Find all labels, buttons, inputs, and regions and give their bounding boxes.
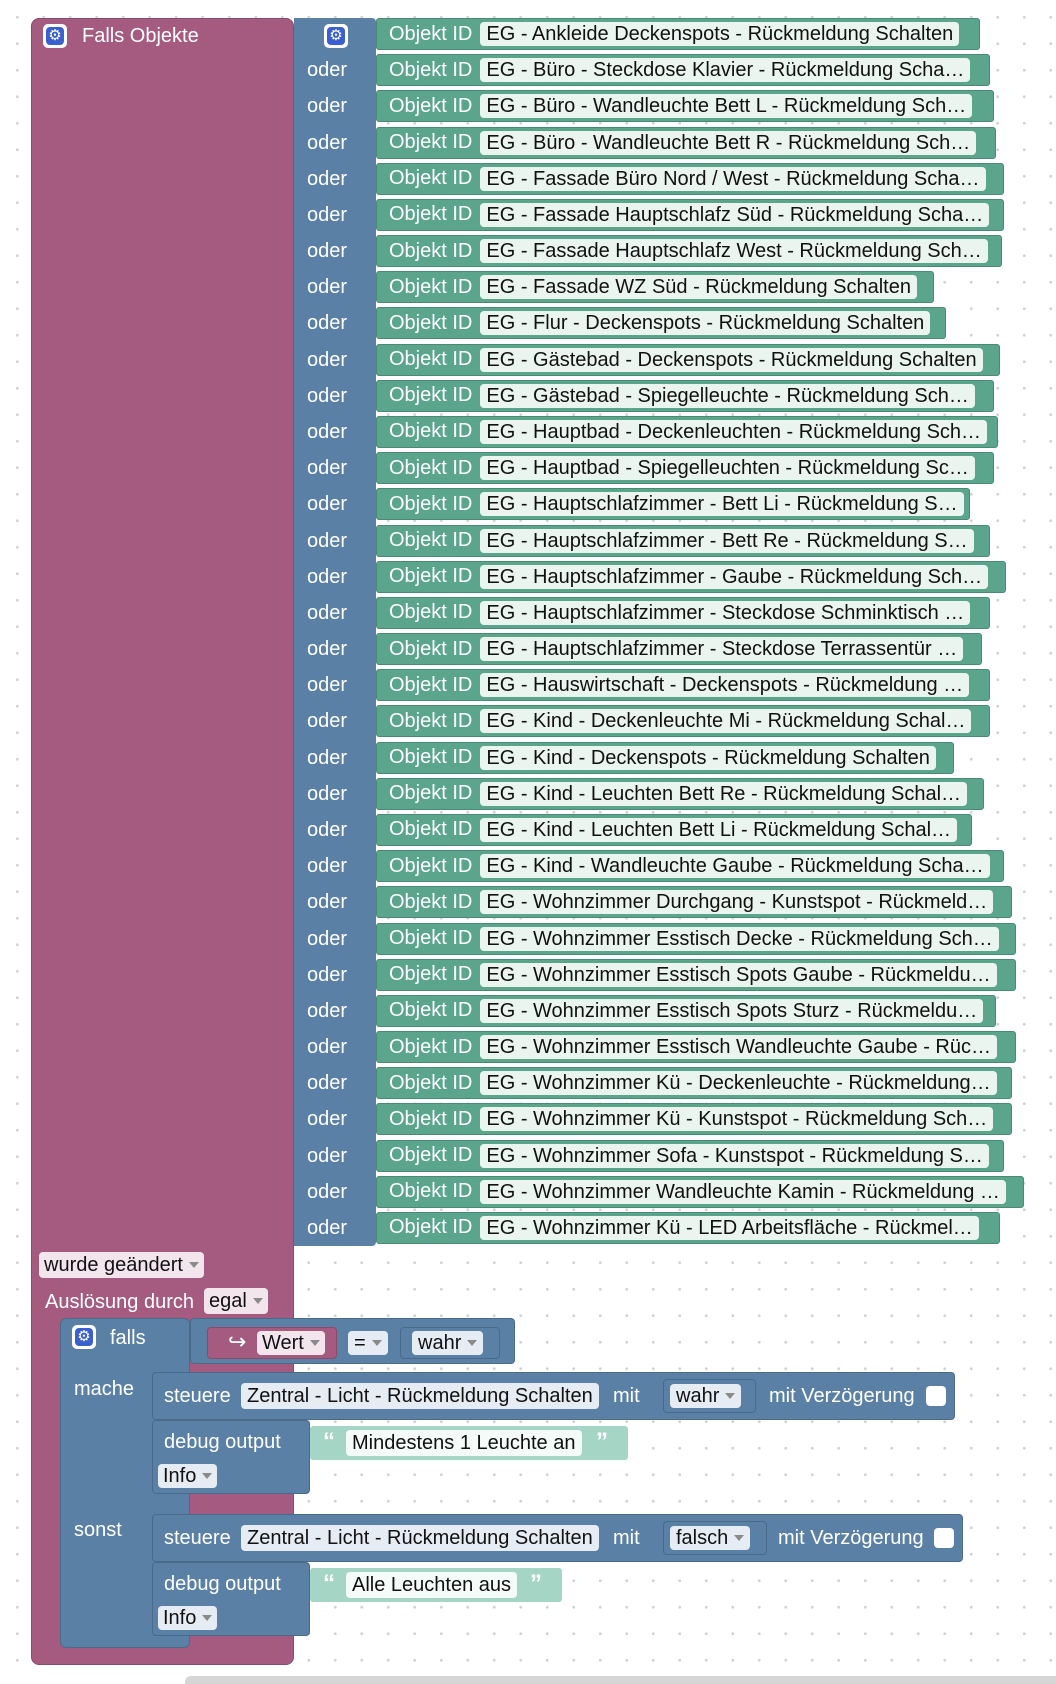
operator-dropdown[interactable] [348, 1331, 388, 1355]
object-id-label: Objekt ID [389, 22, 473, 45]
object-id-field[interactable]: EG - Wohnzimmer Esstisch Spots Gaube - Rückmeldu… [480, 963, 996, 987]
object-id-field[interactable]: EG - Ankleide Deckenspots - Rückmeldung Schalten [480, 22, 959, 46]
object-id-label: Objekt ID [389, 1107, 473, 1130]
object-id-label: Objekt ID [389, 1071, 473, 1094]
object-id-field[interactable]: EG - Büro - Wandleuchte Bett L - Rückmeldung Sch… [480, 94, 972, 118]
horizontal-scrollbar[interactable] [185, 1676, 1056, 1684]
object-id-field[interactable]: EG - Wohnzimmer Esstisch Wandleuchte Gaube - Rüc… [480, 1035, 997, 1059]
operator-value: = [354, 1332, 366, 1354]
object-id-field[interactable]: EG - Gästebad - Deckenspots - Rückmeldung Schalten [480, 348, 982, 372]
object-id-block[interactable] [376, 886, 1012, 918]
object-id-label: Objekt ID [389, 1180, 473, 1203]
or-joiner-label: oder [307, 1108, 348, 1131]
or-joiner-label: oder [307, 855, 348, 878]
object-id-field[interactable]: EG - Hauptschlafzimmer - Bett Li - Rückmeldung S… [480, 492, 963, 516]
chevron-down-icon [202, 1473, 212, 1479]
or-joiner-label: oder [307, 59, 348, 82]
open-quote-icon: “ [323, 1428, 335, 1455]
object-id-label: Objekt ID [389, 709, 473, 732]
delay-checkbox-then[interactable] [926, 1386, 946, 1406]
object-id-label: Objekt ID [389, 131, 473, 154]
object-id-field[interactable]: EG - Hauswirtschaft - Deckenspots - Rückmeldung … [480, 673, 969, 697]
object-id-label: Objekt ID [389, 420, 473, 443]
or-joiner-label: oder [307, 782, 348, 805]
object-id-label: Objekt ID [389, 529, 473, 552]
object-id-block[interactable] [376, 1067, 1012, 1099]
return-arrow-icon: ↪ [228, 1329, 247, 1354]
variable-dropdown[interactable] [257, 1331, 325, 1355]
object-id-field[interactable]: EG - Kind - Deckenleuchte Mi - Rückmeldung Schal… [480, 709, 971, 733]
or-joiner-label: oder [307, 203, 348, 226]
source-value: egal [209, 1290, 247, 1312]
object-id-block[interactable] [376, 1103, 1012, 1135]
object-id-field[interactable]: EG - Hauptschlafzimmer - Steckdose Terrassentür … [480, 637, 963, 661]
object-id-field[interactable]: EG - Wohnzimmer Kü - Kunstspot - Rückmeldung Sch… [480, 1107, 993, 1131]
object-id-block[interactable] [376, 416, 998, 448]
condition-value-dropdown[interactable] [412, 1331, 483, 1355]
object-id-field[interactable]: EG - Hauptschlafzimmer - Steckdose Schminktisch … [480, 601, 970, 625]
or-joiner-label: oder [307, 963, 348, 986]
gear-icon[interactable]: ⚙ [43, 24, 67, 48]
object-id-block[interactable] [376, 235, 1002, 267]
chevron-down-icon [372, 1340, 382, 1346]
object-id-label: Objekt ID [389, 348, 473, 371]
or-joiner-label: oder [307, 457, 348, 480]
or-joiner-label: oder [307, 1144, 348, 1167]
object-id-label: Objekt ID [389, 637, 473, 660]
or-joiner-label: oder [307, 999, 348, 1022]
or-joiner-label: oder [307, 312, 348, 335]
object-id-block[interactable] [376, 488, 970, 520]
or-joiner-label: oder [307, 746, 348, 769]
object-id-field[interactable]: EG - Wohnzimmer Kü - Deckenleuchte - Rückmeldung… [480, 1071, 996, 1095]
object-id-label: Objekt ID [389, 601, 473, 624]
object-id-block[interactable] [376, 1176, 1024, 1208]
source-dropdown[interactable] [204, 1288, 268, 1314]
trigger-title: Falls Objekte [82, 25, 199, 47]
object-id-field[interactable]: EG - Kind - Leuchten Bett Li - Rückmeldung Schal… [480, 818, 957, 842]
chevron-down-icon [734, 1535, 744, 1541]
variable-value: Wert [262, 1332, 304, 1354]
value-dropdown-then[interactable] [670, 1384, 741, 1408]
object-id-label: Objekt ID [389, 311, 473, 334]
object-id-block[interactable] [376, 380, 994, 412]
or-gear-icon[interactable]: ⚙ [324, 24, 348, 48]
object-id-label: Objekt ID [389, 384, 473, 407]
or-joiner-label: oder [307, 674, 348, 697]
debug-text-else[interactable]: Alle Leuchten aus [346, 1572, 517, 1598]
object-id-block[interactable] [376, 705, 990, 737]
with-label-else: mit [613, 1527, 640, 1549]
object-id-block[interactable] [376, 199, 1004, 231]
object-id-field[interactable]: EG - Wohnzimmer Sofa - Kunstspot - Rückmeldung S… [480, 1144, 988, 1168]
control-label-then: steuere [164, 1385, 231, 1407]
object-id-field[interactable]: EG - Fassade Hauptschlafz Süd - Rückmeldung Scha… [480, 203, 989, 227]
object-id-field[interactable]: EG - Kind - Deckenspots - Rückmeldung Schalten [480, 746, 936, 770]
control-target-then[interactable]: Zentral - Licht - Rückmeldung Schalten [241, 1383, 599, 1409]
object-id-label: Objekt ID [389, 673, 473, 696]
or-joiner-label: oder [307, 384, 348, 407]
value-then: wahr [676, 1385, 720, 1407]
object-id-block[interactable] [376, 1140, 1004, 1172]
object-id-block[interactable] [376, 1031, 1016, 1063]
value-else: falsch [676, 1527, 729, 1549]
object-id-block[interactable] [376, 452, 994, 484]
object-id-label: Objekt ID [389, 275, 473, 298]
object-id-label: Objekt ID [389, 456, 473, 479]
object-id-field[interactable]: EG - Kind - Leuchten Bett Re - Rückmeldung Schal… [480, 782, 967, 806]
object-id-field[interactable]: EG - Wohnzimmer Kü - LED Arbeitsfläche - Rückmel… [480, 1216, 978, 1240]
object-id-field[interactable]: EG - Flur - Deckenspots - Rückmeldung Schalten [480, 311, 930, 335]
object-id-block[interactable] [376, 18, 980, 50]
object-id-block[interactable] [376, 344, 1000, 376]
or-joiner-label: oder [307, 601, 348, 624]
object-id-label: Objekt ID [389, 746, 473, 769]
if-gear-icon[interactable]: ⚙ [72, 1325, 96, 1349]
or-joiner-label: oder [307, 818, 348, 841]
debug-label-then: debug output [164, 1431, 281, 1453]
chevron-down-icon [725, 1393, 735, 1399]
object-id-label: Objekt ID [389, 492, 473, 515]
or-joiner-label: oder [307, 1072, 348, 1095]
log-level-dropdown-then[interactable] [158, 1464, 217, 1488]
chevron-down-icon [467, 1340, 477, 1346]
chevron-down-icon [202, 1615, 212, 1621]
control-label-else: steuere [164, 1527, 231, 1549]
object-id-field[interactable]: EG - Hauptbad - Deckenleuchten - Rückmeldung Sch… [480, 420, 987, 444]
object-id-field[interactable]: EG - Büro - Wandleuchte Bett R - Rückmeldung Sch… [480, 131, 976, 155]
object-id-field[interactable]: EG - Fassade Hauptschlafz West - Rückmeldung Sch… [480, 239, 987, 263]
close-quote-icon: ” [596, 1428, 608, 1455]
chevron-down-icon [189, 1262, 199, 1268]
chevron-down-icon [253, 1298, 263, 1304]
chevron-down-icon [310, 1340, 320, 1346]
or-joiner-label: oder [307, 276, 348, 299]
or-joiner-label: oder [307, 1216, 348, 1239]
object-id-label: Objekt ID [389, 203, 473, 226]
log-level-then: Info [163, 1465, 197, 1487]
object-id-label: Objekt ID [389, 58, 473, 81]
object-id-block[interactable] [376, 742, 954, 774]
or-joiner-label: oder [307, 529, 348, 552]
object-id-block[interactable] [376, 995, 996, 1027]
object-id-block[interactable] [376, 633, 982, 665]
object-id-block[interactable] [376, 127, 996, 159]
open-quote-icon: “ [323, 1570, 335, 1597]
close-quote-icon: ” [530, 1570, 542, 1597]
or-joiner-label: oder [307, 131, 348, 154]
object-id-block[interactable] [376, 669, 990, 701]
object-id-label: Objekt ID [389, 818, 473, 841]
object-id-field[interactable]: EG - Hauptschlafzimmer - Bett Re - Rückmeldung S… [480, 529, 973, 553]
log-level-else: Info [163, 1607, 197, 1629]
object-id-field[interactable]: EG - Gästebad - Spiegelleuchte - Rückmeldung Sch… [480, 384, 974, 408]
log-level-dropdown-else[interactable] [158, 1606, 217, 1630]
trigger-type-dropdown[interactable] [39, 1252, 204, 1278]
if-label: falls [110, 1327, 146, 1349]
or-joiner-label: oder [307, 927, 348, 950]
object-id-block[interactable] [376, 778, 984, 810]
with-label-then: mit [613, 1385, 640, 1407]
object-id-field[interactable]: EG - Fassade Büro Nord / West - Rückmeldung Scha… [480, 167, 985, 191]
object-id-label: Objekt ID [389, 1144, 473, 1167]
object-id-label: Objekt ID [389, 854, 473, 877]
or-joiner-label: oder [307, 565, 348, 588]
or-joiner-label: oder [307, 167, 348, 190]
object-id-block[interactable] [376, 90, 994, 122]
or-joiner-label: oder [307, 710, 348, 733]
object-id-block[interactable] [376, 525, 990, 557]
value-dropdown-else[interactable] [670, 1526, 750, 1550]
object-id-field[interactable]: EG - Fassade WZ Süd - Rückmeldung Schalten [480, 275, 917, 299]
object-id-label: Objekt ID [389, 94, 473, 117]
control-target-else[interactable]: Zentral - Licht - Rückmeldung Schalten [241, 1525, 599, 1551]
object-id-label: Objekt ID [389, 890, 473, 913]
object-id-label: Objekt ID [389, 927, 473, 949]
object-id-block[interactable] [376, 54, 990, 86]
delay-checkbox-else[interactable] [934, 1528, 954, 1548]
debug-label-else: debug output [164, 1573, 281, 1595]
object-id-field[interactable]: EG - Wohnzimmer Wandleuchte Kamin - Rückmeldung … [480, 1180, 1006, 1204]
object-id-field[interactable]: EG - Büro - Steckdose Klavier - Rückmeldung Scha… [480, 58, 970, 82]
object-id-label: Objekt ID [389, 565, 473, 588]
object-id-block[interactable] [376, 163, 1004, 195]
debug-text-then[interactable]: Mindestens 1 Leuchte an [346, 1430, 582, 1456]
trigger-type-value: wurde geändert [44, 1254, 183, 1276]
object-id-label: Objekt ID [389, 782, 473, 805]
or-joiner-label: oder [307, 420, 348, 443]
object-id-block[interactable] [376, 923, 1016, 955]
or-joiner-label: oder [307, 240, 348, 263]
or-joiner-label: oder [307, 891, 348, 914]
or-joiner-label: oder [307, 348, 348, 371]
or-joiner-label: oder [307, 1036, 348, 1059]
do-label: mache [74, 1378, 135, 1400]
object-id-field[interactable]: EG - Hauptschlafzimmer - Gaube - Rückmeldung Sch… [480, 565, 988, 589]
object-id-field[interactable]: EG - Wohnzimmer Durchgang - Kunstspot - Rückmeld… [480, 890, 993, 914]
object-id-label: Objekt ID [389, 1035, 473, 1058]
object-id-block[interactable] [376, 1212, 1000, 1244]
object-id-block[interactable] [376, 561, 1006, 593]
condition-value: wahr [418, 1332, 462, 1354]
object-id-label: Objekt ID [389, 239, 473, 262]
object-id-field[interactable]: EG - Wohnzimmer Esstisch Decke - Rückmeldung Sch… [480, 927, 998, 951]
or-joiner-label: oder [307, 493, 348, 516]
or-joiner-label: oder [307, 1180, 348, 1203]
object-id-field[interactable]: EG - Wohnzimmer Esstisch Spots Sturz - Rückmeldu… [480, 999, 983, 1023]
object-id-block[interactable] [376, 271, 934, 303]
or-joiner-label: oder [307, 95, 348, 118]
or-joiner-label: oder [307, 638, 348, 661]
source-label: Auslösung durch [45, 1291, 194, 1313]
object-id-block[interactable] [376, 814, 972, 846]
object-id-field[interactable]: EG - Kind - Wandleuchte Gaube - Rückmeldung Scha… [480, 854, 989, 878]
object-id-block[interactable] [376, 959, 1016, 991]
delay-label-then: mit Verzögerung [769, 1385, 915, 1407]
object-id-block[interactable] [376, 597, 990, 629]
object-id-label: Objekt ID [389, 963, 473, 986]
object-id-field[interactable]: EG - Hauptbad - Spiegelleuchten - Rückmeldung Sc… [480, 456, 974, 480]
delay-label-else: mit Verzögerung [778, 1527, 924, 1549]
object-id-label: Objekt ID [389, 167, 473, 190]
object-id-label: Objekt ID [389, 999, 473, 1022]
object-id-block[interactable] [376, 307, 946, 339]
object-id-block[interactable] [376, 850, 1004, 882]
else-label: sonst [74, 1519, 122, 1541]
object-id-label: Objekt ID [389, 1216, 473, 1239]
